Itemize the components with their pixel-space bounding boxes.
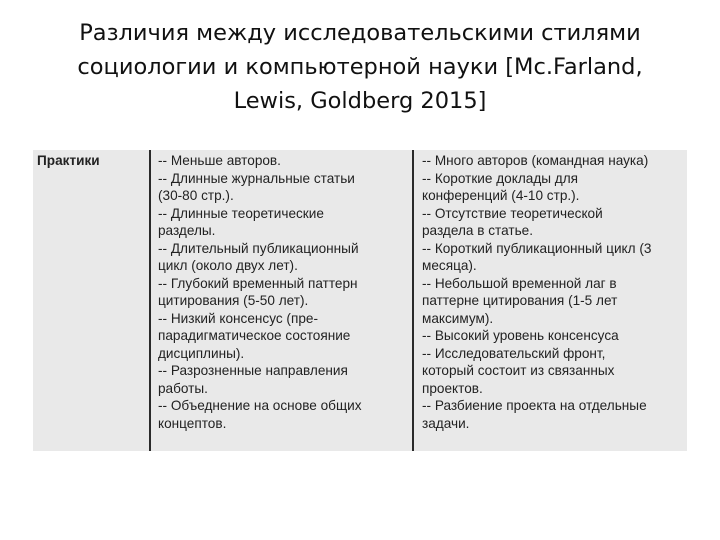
table-line: разделы.	[158, 223, 216, 238]
table-line: -- Разбиение проекта на отдельные	[422, 398, 647, 413]
table-line: -- Короткие доклады для	[422, 170, 579, 186]
table-line: (30-80 стр.).	[158, 188, 234, 203]
table-line: дисциплины).	[158, 345, 245, 361]
table-line: -- Отсутствие теоретической	[422, 205, 603, 221]
title-line-2: социологии и компьютерной науки [Mc.Farland,	[77, 54, 643, 80]
table-line: -- Небольшой временной лаг в	[422, 275, 617, 291]
sociology-column	[151, 150, 411, 451]
table-line: -- Низкий консенсус (пре-	[158, 310, 318, 326]
table-line: -- Длинные теоретические	[158, 205, 324, 221]
table-line: задачи.	[422, 415, 470, 431]
table-line: -- Короткий публикационный цикл (3	[422, 240, 652, 256]
table-line: -- Разрозненные направления	[158, 363, 348, 378]
title-line-3: Lewis, Goldberg 2015]	[233, 88, 487, 114]
table-line: -- Объеднение на основе общих	[158, 398, 362, 413]
slide-title	[40, 16, 680, 118]
table-line: -- Длинные журнальные статьи	[158, 170, 355, 186]
table-line: конференций (4-10 стр.).	[422, 188, 580, 203]
table-line: -- Длительный публикационный	[158, 240, 359, 256]
table-line: который состоит из связанных	[422, 363, 615, 378]
row-header-cell	[33, 150, 149, 451]
title-line-1: Различия между исследовательскими стилями	[79, 20, 641, 46]
table-line: паттерне цитирования (1-5 лет	[422, 293, 618, 308]
table-line: работы.	[158, 380, 208, 396]
table-line: -- Глубокий временный паттерн	[158, 275, 358, 291]
table-line: -- Меньше авторов.	[158, 153, 281, 168]
table-line: максимум).	[422, 310, 494, 326]
comparison-table	[33, 150, 687, 451]
table-line: -- Высокий уровень консенсуса	[422, 328, 619, 343]
row-header-label: Практики	[37, 153, 100, 168]
table-line: парадигматическое состояние	[158, 328, 351, 343]
table-line: цитирования (5-50 лет).	[158, 293, 309, 308]
table-line: месяца).	[422, 258, 477, 273]
computer-science-column	[414, 150, 687, 451]
table-line: раздела в статье.	[422, 223, 533, 238]
table-line: проектов.	[422, 380, 483, 396]
table-line: концептов.	[158, 415, 227, 431]
table-line: цикл (около двух лет).	[158, 258, 298, 273]
table-line: -- Исследовательский фронт,	[422, 345, 606, 361]
table-line: -- Много авторов (командная наука)	[422, 153, 649, 168]
